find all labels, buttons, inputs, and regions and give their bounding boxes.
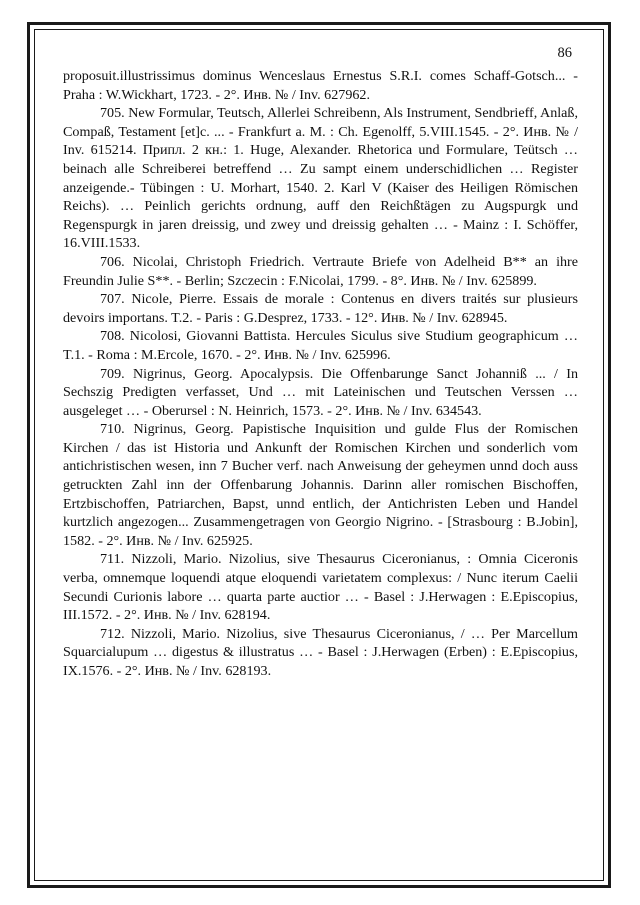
catalog-text xyxy=(63,67,578,681)
catalog-entry-707: 707. Nicole, Pierre. Essais de morale : Contenus en divers traités sur plusieurs devoirs importans. T.2. - Paris : G.Desprez, 1733. - 12°. Инв. № / Inv. 628945. xyxy=(63,291,578,326)
catalog-entry-706: 706. Nicolai, Christoph Friedrich. Vertraute Briefe von Adelheid B** an ihre Freundin Julie S**. - Berlin; Szczecin : F.Nicolai, 1799. - 8°. Инв. № / Inv. 625899. xyxy=(63,253,578,289)
catalog-entry-712: 712. Nizzoli, Mario. Nizolius, sive Thesaurus Ciceronianus, / … Per Marcellum Squarcialupum … digestus & illustratus … - Basel : J.Herwagen (Erben) : E.Episcopius, IX.1576. - 2°. Инв. № / Inv. 628193. xyxy=(63,625,578,679)
page-number: 86 xyxy=(557,45,572,61)
entry-continuation: proposuit.illustrissimus dominus Wenceslaus Ernestus S.R.I. comes Schaff-Gotsch... - Praha : W.Wickhart, 1723. - 2°. Инв. № / Inv. 627962. xyxy=(63,68,578,103)
catalog-entry-711: 711. Nizzoli, Mario. Nizolius, sive Thesaurus Ciceronianus, : Omnia Ciceronis verba, omnemque loquendi atque eloquendi varietatem complexus: / Nunc iterum Caelii Secundi Curionis labore … quarta parte auctior … - Basel : J.Herwagen : E.Episcopius, III.1572. - 2°. Инв. № / Inv. 628194. xyxy=(63,551,578,624)
catalog-entry-705: 705. New Formular, Teutsch, Allerlei Schreibenn, Als Instrument, Sendbrieff, Anlaß, Compaß, Testament [et]c. ... - Frankfurt a. M. : Ch. Egenolff, 5.VIII.1545. - 2°. Инв. № / Inv. 615214. Припл. 2 кн.: 1. Huge, Alexander. Rhetorica und Formulare, Teütsch … beinach alle Schreiberei betreffend … Zu sampt einem underschidlichen … Register anzeigende.- Tübingen : U. Morhart, 1540. 2. Karl V (Kaiser des Heiligen Römischen Reichs). … Peinlich gerichts ordnung, auff den Reichßtägen zu Augspurgk und Regenspurgk in jaren dreissig, und zwey und dreissig gehalten … - Mainz : I. Schöffer, 16.VIII.1533. xyxy=(63,105,578,252)
catalog-entry-709: 709. Nigrinus, Georg. Apocalypsis. Die Offenbarunge Sanct Johanniß ... / In Sechszig Predigten verfasset, Und … mit Lateinischen und Teutschen Verssen … ausgeleget … - Oberursel : N. Heinrich, 1573. - 2°. Инв. № / Inv. 634543. xyxy=(63,365,578,419)
catalog-entry-710: 710. Nigrinus, Georg. Papistische Inquisition und gulde Flus der Romischen Kirchen / das ist Historia und Ankunft der Romischen Kirchen und sonderlich vom antichristischen wesen, inn 7 Bucher verf. nach Anweisung der geheymen unnd doch auss getruckten Zahl inn der Offenbarung Johannis. Darinn aller romischen Bischoffen, Ertzbischoffen, Patriarchen, Bapst, unnd entlich, der Antichristen Leben und Handel kurtzlich angezogen... Zusammengetragen von Georgio Nigrino. - [Strasbourg : B.Jobin], 1582. - 2°. Инв. № / Inv. 625925. xyxy=(63,421,578,549)
catalog-entry-708: 708. Nicolosi, Giovanni Battista. Hercules Siculus sive Studium geographicum … T.1. - Roma : M.Ercole, 1670. - 2°. Инв. № / Inv. 625996. xyxy=(63,328,578,363)
